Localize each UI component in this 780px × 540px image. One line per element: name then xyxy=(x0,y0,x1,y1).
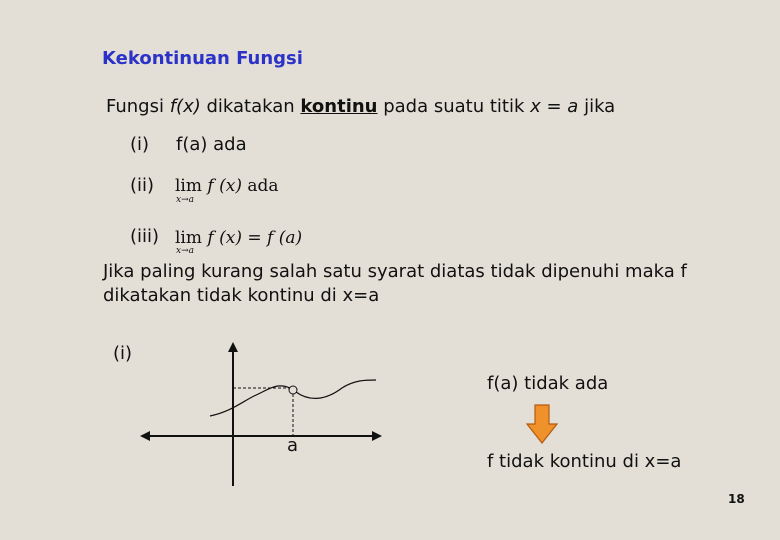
intro-fx: f(x) xyxy=(169,96,201,117)
condition-3-expr: f (x) = f (a) xyxy=(207,228,303,248)
continuity-graph xyxy=(130,330,400,490)
slide-title: Kekontinuan Fungsi xyxy=(102,48,303,69)
condition-2-number: (ii) xyxy=(130,175,155,196)
condition-3-number: (iii) xyxy=(130,226,160,247)
condition-1-number: (i) xyxy=(130,134,150,155)
condition-2-lim: lim xyxy=(175,176,202,196)
page-number: 18 xyxy=(728,492,745,506)
intro-mid: dikatakan xyxy=(200,96,301,117)
condition-2-expr: f (x) xyxy=(207,176,242,196)
condition-1-text: f(a) ada xyxy=(176,134,247,155)
point-a-label: a xyxy=(287,435,299,456)
definition-sentence xyxy=(106,96,615,117)
conclusion-paragraph: Jika paling kurang salah satu syarat diatas tidak dipenuhi maka f dikatakan tidak kontinu di x=a xyxy=(103,261,687,306)
intro-keyword: kontinu xyxy=(300,96,378,117)
fa-not-exist-note: f(a) tidak ada xyxy=(487,373,609,394)
hole-point xyxy=(289,386,297,394)
intro-prefix: Fungsi xyxy=(106,96,170,117)
intro-expr: x = a xyxy=(530,96,579,117)
down-arrow-icon xyxy=(526,404,558,444)
condition-3-formula xyxy=(175,228,302,248)
figure-label: (i) xyxy=(113,343,133,364)
condition-3-lim: lim xyxy=(175,228,202,248)
condition-2-subscript: x→a xyxy=(176,195,194,205)
condition-3-subscript: x→a xyxy=(176,246,194,256)
condition-2-tail: ada xyxy=(247,176,279,196)
intro-end: jika xyxy=(578,96,616,117)
condition-2-formula xyxy=(175,176,279,196)
not-continuous-note: f tidak kontinu di x=a xyxy=(487,451,682,472)
intro-suffix: pada suatu titik xyxy=(377,96,531,117)
